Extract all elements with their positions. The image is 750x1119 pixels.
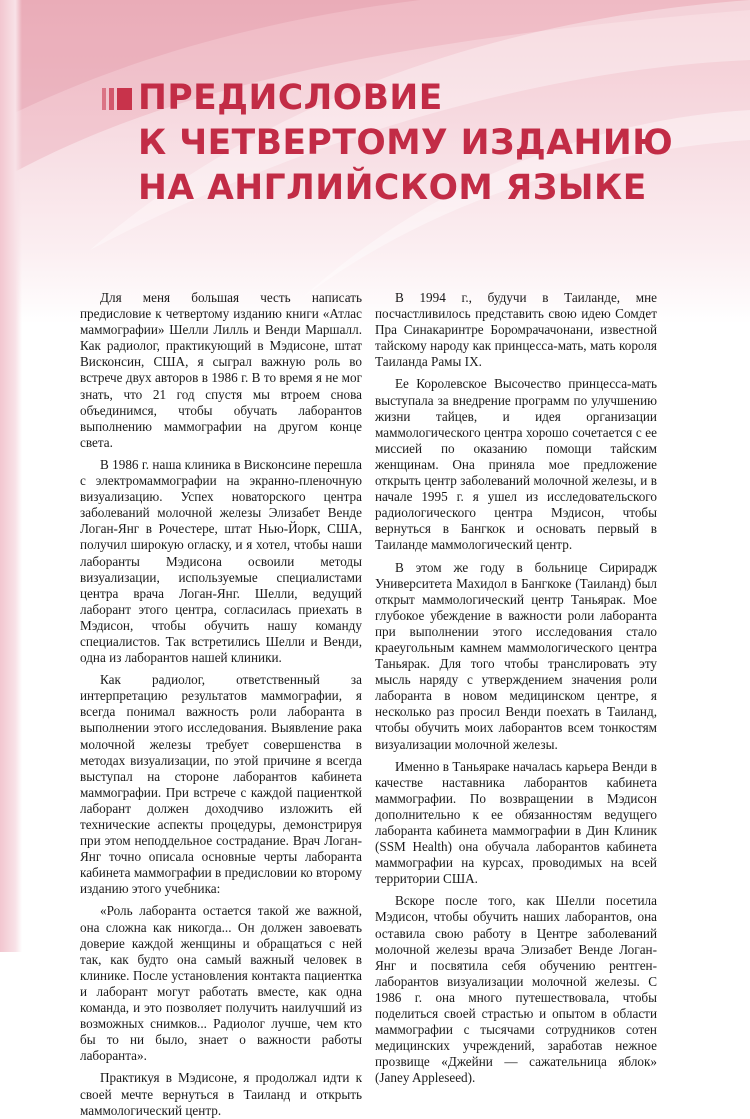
paragraph: Как радиолог, ответственный за интерпретацию результатов маммографии, я всегда понимал важность роли лаборанта в выполнении этого исследования. Выявление рака молочной железы требует совершенства в методах визуализации, по этой причине я всегда выступал на стороне лаборантов кабинета маммографии. При встрече с каждой пациенткой лаборант должен доходчиво изложить ей технические аспекты процедуры, демонстрируя при этом неподдельное сострадание. Врач Логан-Янг точно описала основные черты лаборанта кабинета маммографии в предисловии ко второму изданию этого учебника: bbox=[80, 672, 362, 897]
left-decorative-band bbox=[0, 0, 22, 952]
paragraph: В 1986 г. наша клиника в Висконсине перешла с электромаммографии на экранно-пленочную визуализацию. Успех новаторского центра заболеваний молочной железы Элизабет Венде Логан-Янг в Рочестере, штат Нью-Йорк, США, получил широкую огласку, и я хотел, чтобы наши лаборанты Мэдисона освоили методы визуализации, используемые специалистами центра врача Логан-Янг. Шелли, ведущий лаборант этого центра, согласилась приехать в Мэдисон, чтобы обучить нашу команду специалистов. Так встретились Шелли и Венди, одна из лаборантов нашей клиники. bbox=[80, 456, 362, 666]
paragraph: Практикуя в Мэдисоне, я продолжал идти к своей мечте вернуться в Таиланд и открыть маммологический центр. bbox=[80, 1070, 362, 1118]
paragraph: В 1994 г., будучи в Таиланде, мне посчастливилось представить свою идею Сомдет Пра Синакаринтре Боромрачачонани, известной тайскому народу как принцесса-мать, мать короля Таиланда Рамы IX. bbox=[375, 290, 657, 370]
paragraph: Вскоре после того, как Шелли посетила Мэдисон, чтобы обучить наших лаборантов, она оставила свою работу в Центре заболеваний молочной железы врача Элизабет Венде Логан-Янг и посвятила себя обучению рентген-лаборантов визуализации молочной железы. С 1986 г. она много путешествовала, чтобы поделиться своей страстью и опытом в области маммографии с тысячами сотрудников сотен медицинских учреждений, заработав нежное прозвище «Джейни — сажательница яблок» (Janey Appleseed). bbox=[375, 893, 657, 1086]
paragraph: Для меня большая честь написать предисловие к четвертому изданию книги «Атлас маммографии» Шелли Лилль и Венди Маршалл. Как радиолог, практикующий в Мэдисоне, штат Висконсин, США, я сыграл важную роль во встрече двух авторов в 1986 г. В то время я не мог знать, что 21 год спустя мы втроем снова объединимся, чтобы обучать лаборантов выполнению маммографии на другом конце света. bbox=[80, 290, 362, 450]
paragraph: Ее Королевское Высочество принцесса-мать выступала за внедрение программ по улучшению жизни тайцев, и идея организации маммологического центра хорошо сочетается с ее миссией по оказанию помощи тайским женщинам. Она приняла мое предложение открыть центр заболеваний молочной железы, и в начале 1995 г. я ушел из исследовательского радиологического центра Мэдисон, чтобы вернуться в Бангкок и основать первый в Таиланде маммологический центр. bbox=[375, 376, 657, 553]
title-line-1: ПРЕДИСЛОВИЕ bbox=[138, 78, 443, 118]
title-line-2: К ЧЕТВЕРТОМУ ИЗДАНИЮ bbox=[138, 123, 674, 163]
left-column bbox=[80, 290, 362, 1119]
paragraph: Именно в Таньяраке началась карьера Венди в качестве наставника лаборантов кабинета маммографии. По возвращении в Мэдисон дополнительно к ее обязанностям ведущего лаборанта кабинета маммографии в Дин Клиник (SSM Health) она обучала лаборантов кабинета маммографии на курсах, проводимых на всей территории США. bbox=[375, 758, 657, 887]
paragraph: В этом же году в больнице Сирирадж Университета Махидол в Бангкоке (Таиланд) был открыт маммологический центр Таньярак. Мое глубокое убеждение в важности роли лаборанта при выполнении этого исследования стало краеугольным камнем маммологического центра Таньярак. Для того чтобы транслировать эту мысль наряду с утверждением значения роли лаборанта в новом медицинском центре, я несколько раз просил Венди поехать в Таиланд, чтобы обучить моих лаборантов всем тонкостям визуализации молочной железы. bbox=[375, 559, 657, 752]
title-bars-icon bbox=[102, 88, 132, 110]
quote-paragraph: «Роль лаборанта остается такой же важной, она сложна как никогда... Он должен завоевать доверие каждой женщины и обращаться с ней так, как будто она самый важный человек в клинике. После установления контакта пациентка и лаборант могут работать вместе, как одна команда, и это позволяет получить наилучший из возможных снимков... Радиолог лучше, чем кто бы то ни было, знает о важности работы лаборанта». bbox=[80, 903, 362, 1064]
title-line-3: НА АНГЛИЙСКОМ ЯЗЫКЕ bbox=[138, 168, 647, 208]
right-column bbox=[375, 290, 657, 1087]
